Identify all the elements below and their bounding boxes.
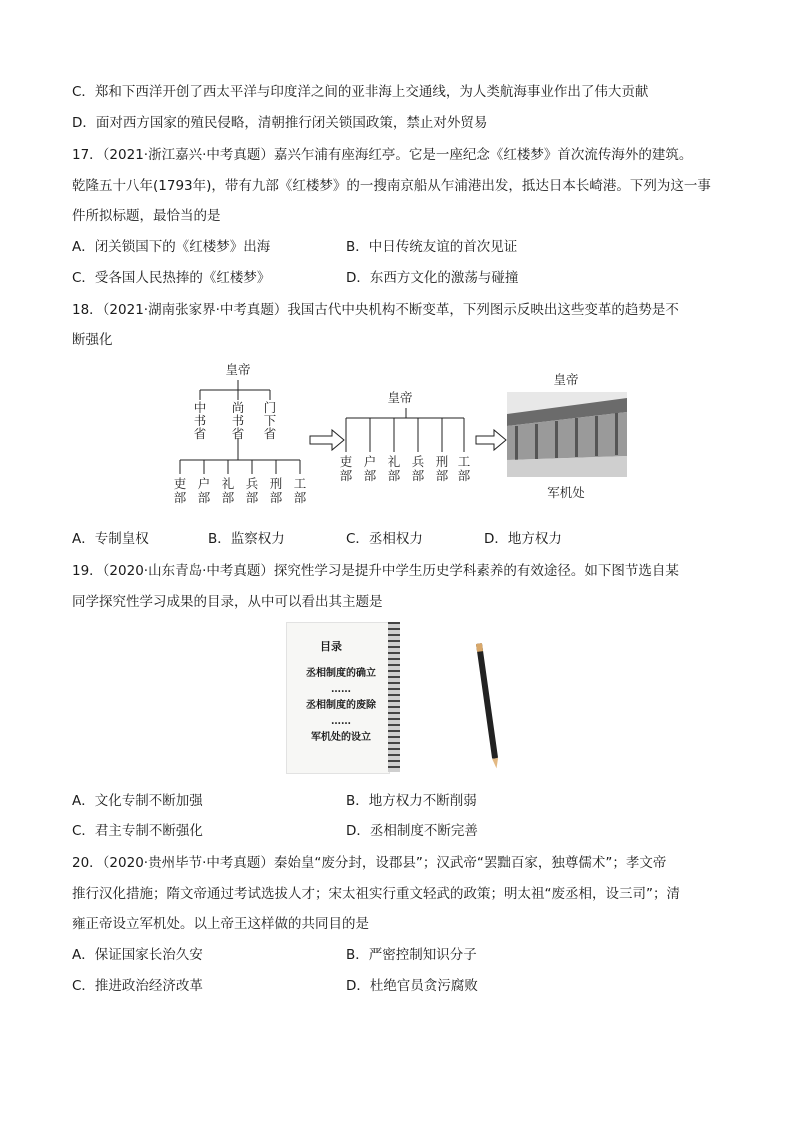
q17-stem-line3: 件所拟标题，最恰当的是	[72, 208, 221, 224]
diagram-liubu-mid-5: 工部	[457, 454, 471, 483]
q17-option-b: B．中日传统友谊的首次见证	[346, 239, 518, 255]
q19-option-b: B．地方权力不断削弱	[346, 793, 477, 809]
diagram-emperor-middle: 皇帝	[387, 390, 413, 405]
diagram-sansheng-2: 门下省	[263, 400, 277, 441]
q20-option-b: B．严密控制知识分子	[346, 947, 477, 963]
q20-stem-line1: 20．（2020·贵州毕节·中考真题）秦始皇“废分封，设郡县”；汉武帝“罢黜百家，独尊儒术”；孝文帝	[72, 855, 667, 871]
pencil-icon	[476, 643, 498, 759]
diagram-sansheng-0: 中书省	[193, 400, 207, 441]
q19-option-d: D．丞相制度不断完善	[346, 823, 478, 839]
q20-option-d: D．杜绝官员贪污腐败	[346, 978, 478, 994]
diagram-liubu-left-3: 兵部	[245, 476, 259, 505]
q19-option-a: A．文化专制不断加强	[72, 793, 203, 809]
q20-stem-line3: 雍正帝设立军机处。以上帝王这样做的共同目的是	[72, 916, 369, 932]
q18-stem-line1: 18．（2021·湖南张家界·中考真题）我国古代中央机构不断变革，下列图示反映出这些变革的趋势是不	[72, 302, 679, 318]
q17-option-a: A．闭关锁国下的《红楼梦》出海	[72, 239, 271, 255]
q20-option-a: A．保证国家长治久安	[72, 947, 203, 963]
notebook-figure	[280, 622, 520, 774]
q20-stem-line2: 推行汉化措施；隋文帝通过考试选拔人才；宋太祖实行重文轻武的政策；明太祖“废丞相，设三司”；清	[72, 886, 680, 902]
notebook-item-3: ……	[331, 716, 351, 727]
q19-stem-line2: 同学探究性学习成果的目录，从中可以看出其主题是	[72, 594, 383, 610]
notebook-item-0: 丞相制度的确立	[306, 668, 376, 679]
diagram-junjichu-label: 军机处	[547, 485, 585, 500]
notebook-item-2: 丞相制度的废除	[306, 700, 376, 711]
q19-stem-line1: 19．（2020·山东青岛·中考真题）探究性学习是提升中学生历史学科素养的有效途径。如下图节选自某	[72, 563, 679, 579]
central-institution-diagram	[160, 360, 630, 520]
diagram-emperor-right: 皇帝	[553, 372, 579, 387]
diagram-liubu-mid-1: 户部	[363, 454, 377, 483]
q16-option-d: D．面对西方国家的殖民侵略，清朝推行闭关锁国政策，禁止对外贸易	[72, 115, 488, 131]
q18-option-b: B．监察权力	[208, 531, 285, 547]
diagram-liubu-left-4: 刑部	[269, 476, 283, 505]
diagram-emperor-left: 皇帝	[225, 362, 251, 377]
q16-option-c: C．郑和下西洋开创了西太平洋与印度洋之间的亚非海上交通线，为人类航海事业作出了伟大贡献	[72, 84, 649, 100]
q18-stem-line2: 断强化	[72, 332, 113, 348]
notebook-spiral	[388, 622, 400, 772]
diagram-sansheng-1: 尚书省	[231, 400, 245, 441]
q18-option-c: C．丞相权力	[346, 531, 423, 547]
q17-option-c: C．受各国人民热捧的《红楼梦》	[72, 270, 271, 286]
diagram-liubu-mid-2: 礼部	[387, 454, 401, 483]
q18-option-a: A．专制皇权	[72, 531, 149, 547]
diagram-liubu-mid-0: 吏部	[339, 454, 353, 483]
diagram-liubu-mid-3: 兵部	[411, 454, 425, 483]
q17-stem-line1: 17．（2021·浙江嘉兴·中考真题）嘉兴乍浦有座海红亭。它是一座纪念《红楼梦》首次流传海外的建筑。	[72, 147, 693, 163]
q20-option-c: C．推进政治经济改革	[72, 978, 203, 994]
notebook-title: 目录	[320, 640, 342, 653]
diagram-liubu-left-0: 吏部	[173, 476, 187, 505]
q19-option-c: C．君主专制不断强化	[72, 823, 203, 839]
diagram-liubu-left-1: 户部	[197, 476, 211, 505]
diagram-liubu-left-2: 礼部	[221, 476, 235, 505]
q17-stem-line2: 乾隆五十八年(1793年)，带有九部《红楼梦》的一搜南京船从乍浦港出发，抵达日本长崎港。下列为这一事	[72, 178, 711, 194]
junjichu-photo	[507, 392, 627, 477]
diagram-liubu-left-5: 工部	[293, 476, 307, 505]
notebook-item-4: 军机处的设立	[311, 732, 371, 743]
diagram-liubu-mid-4: 刑部	[435, 454, 449, 483]
q18-option-d: D．地方权力	[484, 531, 562, 547]
notebook-item-1: ……	[331, 684, 351, 695]
q17-option-d: D．东西方文化的激荡与碰撞	[346, 270, 519, 286]
